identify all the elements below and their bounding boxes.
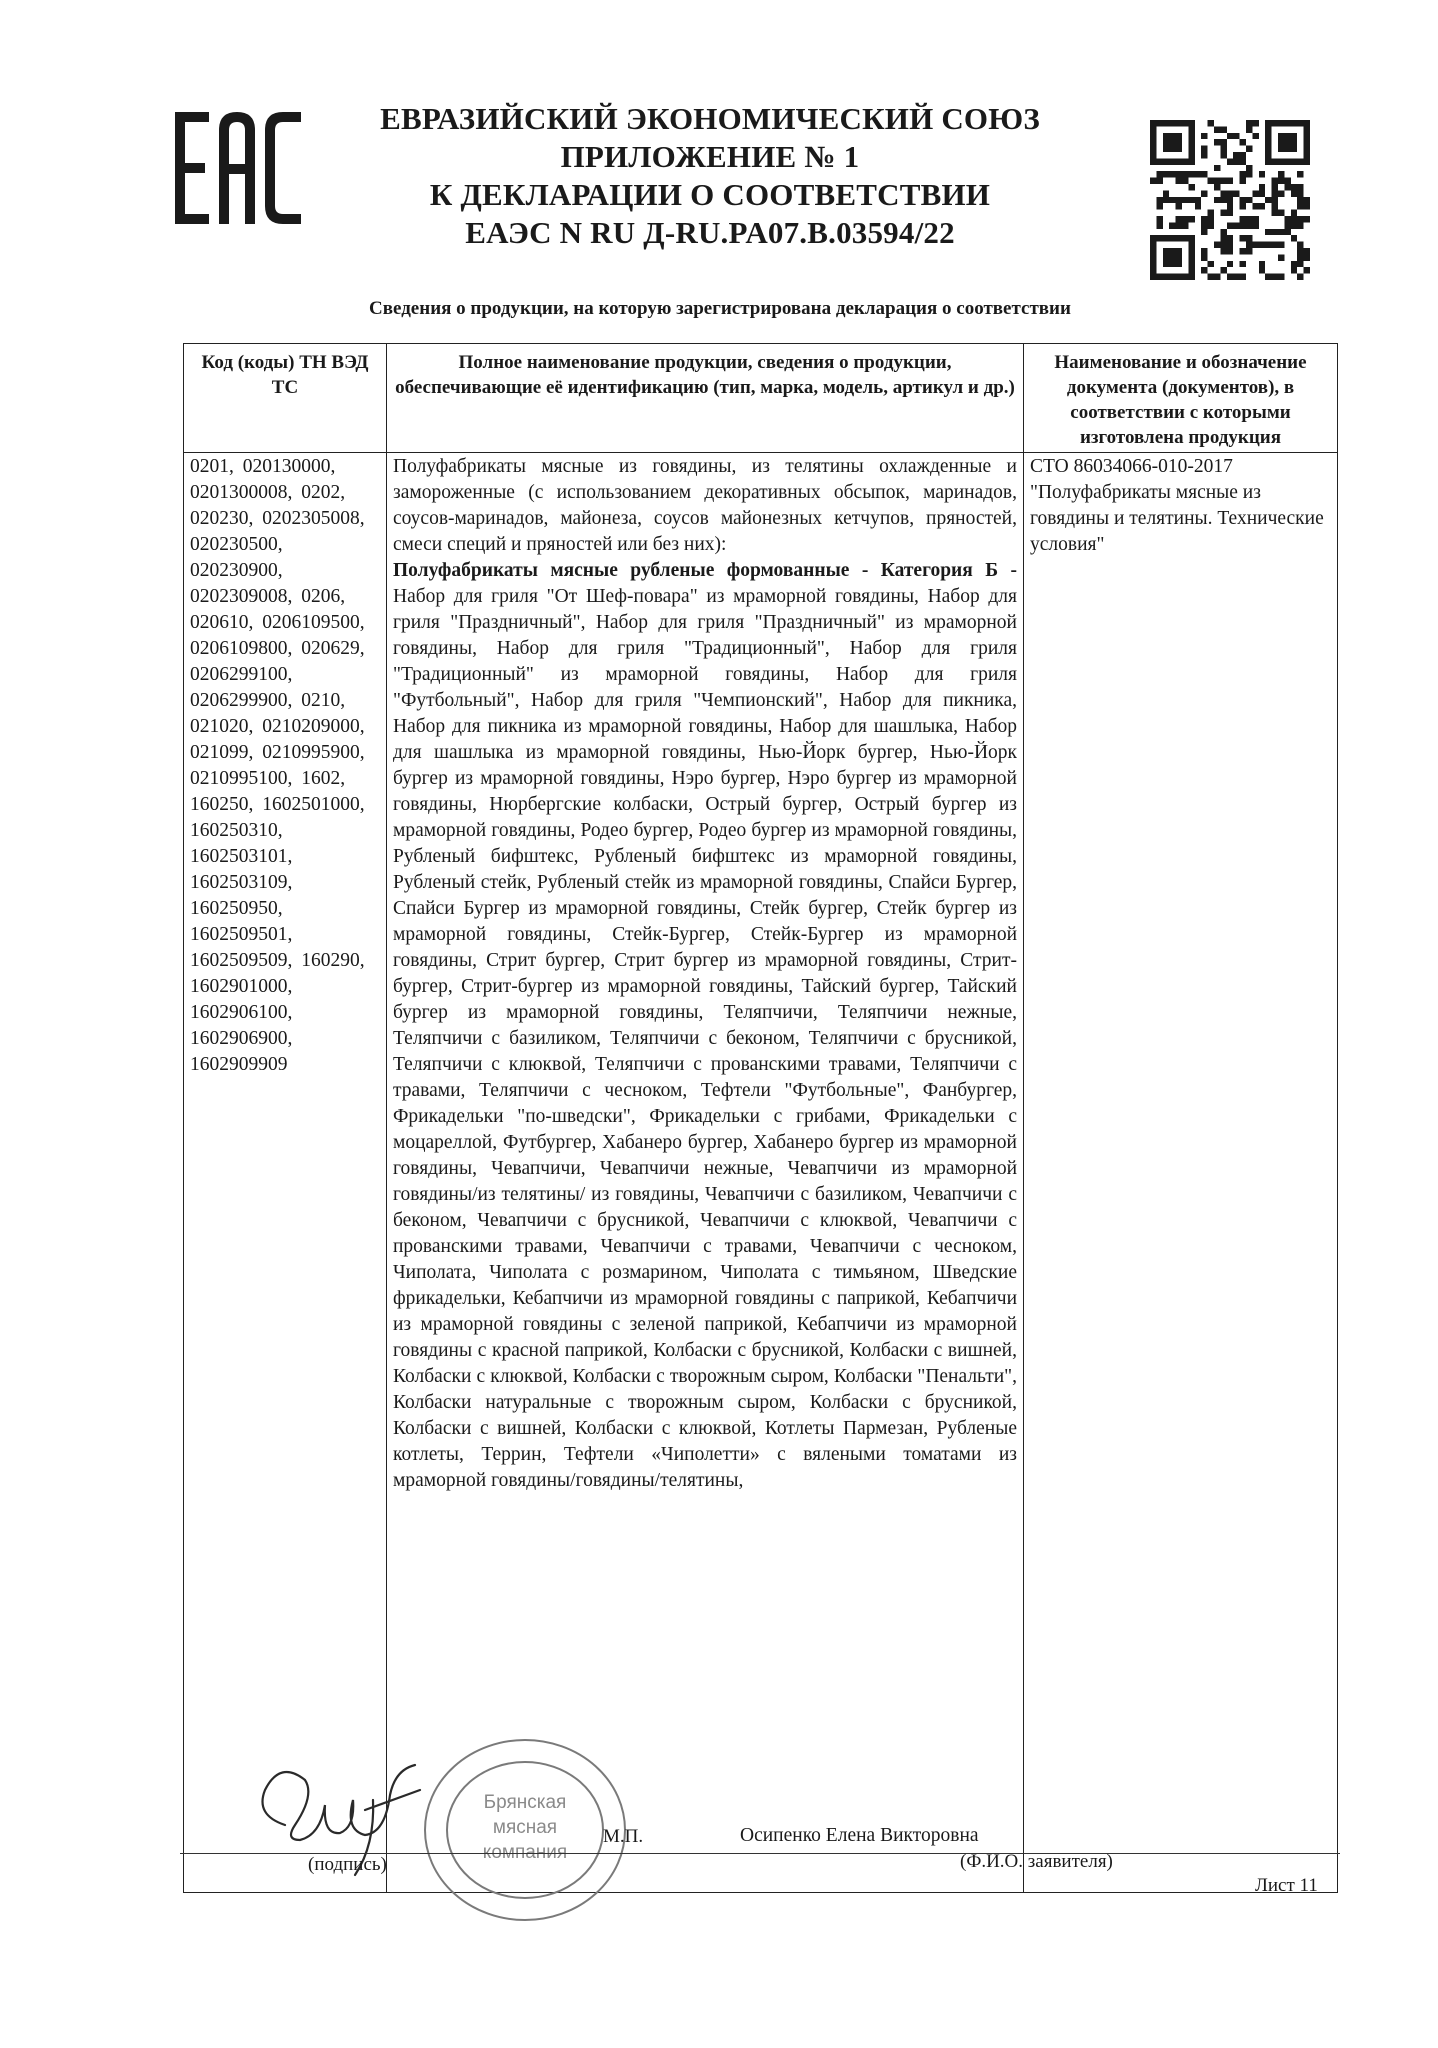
header-declaration-number: ЕАЭС N RU Д-RU.PA07.B.03594/22 (465, 215, 955, 250)
header-appendix: ПРИЛОЖЕНИЕ № 1 (560, 139, 860, 174)
stamp-text-line2: мясная (492, 1817, 558, 1838)
seal-placeholder-label: М.П. (603, 1826, 644, 1847)
applicant-name: Осипенко Елена Викторовна (740, 1825, 979, 1846)
stamp-text-line3: компания (482, 1842, 568, 1863)
document-header (340, 100, 1080, 252)
header-union: ЕВРАЗИЙСКИЙ ЭКОНОМИЧЕСКИЙ СОЮЗ (380, 101, 1040, 136)
qr-code (1150, 120, 1310, 280)
header-declaration: К ДЕКЛАРАЦИИ О СООТВЕТСТВИИ (429, 177, 991, 212)
header-product: Полное наименование продукции, сведения о продукции, обеспечивающие её идентификацию (тип, марка, модель, артикул и др.) (387, 344, 1024, 453)
product-cell (387, 453, 1024, 1893)
table-row (184, 453, 1338, 1893)
product-intro: Полуфабрикаты мясные из говядины, из телятины охлажденные и замороженные (с использованием декоративных обсыпок, маринадов, соусов-маринадов, майонеза, соусов майонезных кетчупов, пряностей, смеси специй и пряностей или без них): (393, 456, 1017, 555)
header-document: Наименование и обозначение документа (документов), в соответствии с которыми изготовлена продукция (1024, 344, 1338, 453)
document-cell: СТО 86034066-010-2017 "Полуфабрикаты мясные из говядины и телятины. Технические условия" (1024, 453, 1338, 1893)
product-table (183, 343, 1338, 1893)
product-list: Набор для гриля "От Шеф-повара" из мраморной говядины, Набор для гриля "Праздничный", Набор для гриля "Праздничный" из мраморной говядины, Набор для гриля "Традиционный", Набор для гриля "Традиционный" из мраморной говядины, Набор для гриля "Футбольный", Набор для гриля "Чемпионский", Набор для пикника, Набор для пикника из мраморной говядины, Набор для шашлыка, Набор для шашлыка из мраморной говядины, Нью-Йорк бургер, Нью-Йорк бургер из мраморной говядины, Нэро бургер, Нэро бургер из мраморной говядины, Нюрбергские колбаски, Острый бургер, Острый бургер из мраморной говядины, Родео бургер, Родео бургер из мраморной говядины, Рубленый бифштекс, Рубленый бифштекс из мраморной говядины, Рубленый стейк, Рубленый стейк из мраморной говядины, Спайси Бургер, Спайси Бургер из мраморной говядины, Стейк бургер, Стейк бургер из мраморной говядины, Стейк-Бургер, Стейк-Бургер из мраморной говядины, Стрит бургер, Стрит бургер из мраморной говядины, Стрит-бургер, Стрит-бургер из мраморной говядины, Тайский бургер, Тайский бургер из мраморной говядины, Теляпчичи, Теляпчичи нежные, Теляпчичи с базиликом, Теляпчичи с беконом, Теляпчичи с брусникой, Теляпчичи с клюквой, Теляпчичи с прованскими травами, Теляпчичи с травами, Теляпчичи с чесноком, Тефтели "Футбольные", Фанбургер, Фрикадельки "по-шведски", Фрикадельки с грибами, Фрикадельки с моцареллой, Футбургер, Хабанеро бургер, Хабанеро бургер из мраморной говядины, Чевапчичи, Чевапчичи нежные, Чевапчичи из мраморной говядины/из телятины/ из говядины, Чевапчичи с базиликом, Чевапчичи с беконом, Чевапчичи с брусникой, Чевапчичи с клюквой, Чевапчичи с прованскими травами, Чевапчичи с травами, Чевапчичи с чесноком, Чиполата, Чиполата с розмарином, Чиполата с тимьяном, Шведские фрикадельки, Кебапчичи из мраморной говядины с паприкой, Кебапчичи из мраморной говядины с зеленой паприкой, Кебапчичи из мраморной говядины с красной паприкой, Колбаски с брусникой, Колбаски с вишней, Колбаски с клюквой, Колбаски с творожным сыром, Колбаски "Пенальти", Колбаски натуральные с творожным сыром, Колбаски с брусникой, Колбаски с вишней, Колбаски с клюквой, Котлеты Пармезан, Рубленые котлеты, Террин, Тефтели «Чиполетти» с вялеными томатами из мраморной говядины/говядины/телятины, (393, 586, 1017, 1491)
stamp-text-line1: Брянская (483, 1792, 567, 1813)
product-category: Полуфабрикаты мясные рубленые формованные - Категория Б - (393, 560, 1017, 581)
signature-label: (подпись) (308, 1854, 387, 1875)
applicant-label: (Ф.И.О. заявителя) (960, 1851, 1113, 1872)
codes-cell: 0201, 020130000, 0201300008, 0202, 020230, 0202305008, 020230500, 020230900, 0202309008, 0206, 020610, 0206109500, 0206109800, 020629, 0206299100, 0206299900, 0210, 021020, 0210209000, 021099, 0210995900, 0210995100, 1602, 160250, 1602501000, 160250310, 1602503101, 1602503109, 160250950, 1602509501, 1602509509, 160290, 1602901000, 1602906100, 1602906900, 1602909909 (184, 453, 387, 1893)
table-header-row (184, 344, 1338, 453)
sheet-number: Лист 11 (1255, 1875, 1318, 1896)
company-stamp (415, 1730, 635, 1930)
eac-logo (175, 112, 310, 224)
section-subtitle: Сведения о продукции, на которую зарегистрирована декларация о соответствии (369, 298, 1071, 319)
header-codes: Код (коды) ТН ВЭД ТС (184, 344, 387, 453)
